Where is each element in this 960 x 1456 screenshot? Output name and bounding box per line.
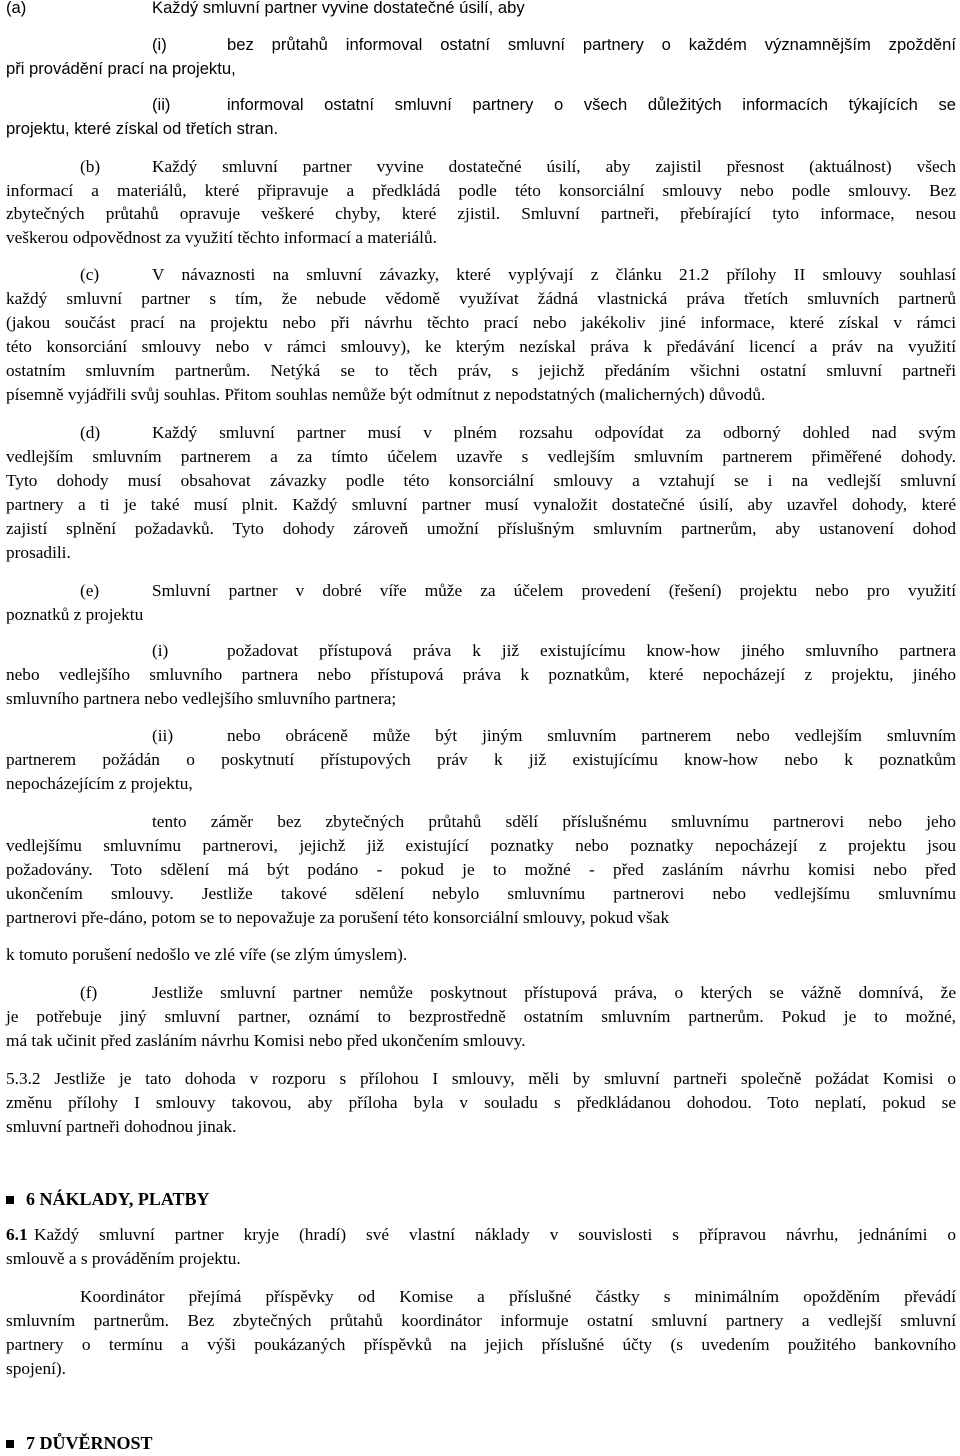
text-line: smluvního partnera nebo vedlejšího smluvního partnera; (6, 689, 397, 708)
text-line: ostatním smluvním partnerům. Netýká se to těch práv, s jejichž předáním všichni ostatní smluvní partneři (6, 361, 956, 380)
section-number: 6.1 (6, 1225, 28, 1244)
text-line: partnerovi pře-dáno, potom se to nepovažuje za porušení této konsorciální smlouvy, pokud však (6, 908, 670, 927)
text-line: změnu přílohy I smlouvy takovou, aby příloha byla v souladu s předkládanou dohodou. Toto neplatí, pokud se (6, 1093, 956, 1112)
text-line: písemně vyjádřili svůj souhlas. Přitom souhlas nemůže být odmítnut z nepodstatných (malicherných) důvodů. (6, 385, 766, 404)
text-line: vedlejšímu smluvnímu partnerovi, jejichž již existující poznatky nebo poznatky nepocházejí z projektu jsou (6, 836, 956, 855)
text-line: smluvní partneři dohodnou jinak. (6, 1117, 237, 1136)
text-line: požadovány. Toto sdělení má být podáno - pokud je to možné - před zasláním návrhu komisi nebo před (6, 860, 956, 879)
text-line: projektu, které získal od třetích stran. (6, 119, 279, 138)
text-line: (jakou součást prací na projektu nebo při návrhu těchto prací nebo jakékoliv jiné informace, které získal v rámci (6, 313, 956, 332)
text-line: prosadili. (6, 543, 71, 562)
document-page: (a) Každý smluvní partner vyvine dostatečné úsilí, aby (i) bez průtahů informoval ostatní smluvní partnery o každém významnějším zpoždění při provádění prací na projektu, (ii) informoval ostatní smluvní partnery o všech důležitých informacích týkajících se projektu, které získal od třetích stran. (b) Každý smluvní partner vyvine dostatečné úsilí, aby zajistil přesnost (aktuálnost) všech informací a materiálů, které připravuje a předkládá podle této konsorciální smlouvy nebo podle smlouvy. Bez zbytečných průtahů opravuje veškeré chyby, které zjistil. Smluvní partneři, přebírající tyto informace, nesou veškerou odpovědnost za využití těchto informací a materiálů. (c) V návaznosti na smluvní závazky, které vyplývají z článku 21.2 přílohy II smlouvy souhlasí každý smluvní partner s tím, že nebude vědomě využívat žádná vlastnická práva třetích smluvních partnerů (jakou součást prací na projektu nebo při návrhu těchto prací nebo jakékoliv jiné informace, které získal v rámci této konsorciání smlouvy nebo v rámci smlouvy), ke kterým nezískal práva k předávání licencí a práv na využití ostatním smluvním partnerům. Netýká se to těch práv, s jejichž předáním všichni ostatní smluvní partneři písemně vyjádřili svůj souhlas. Přitom souhlas nemůže být odmítnut z nepodstatných (malicherných) důvodů. (d) Každý smluvní partner musí v plném rozsahu odpovídat za odborný dohled nad svým vedlejším smluvním partnerem a za tímto účelem uzavře s vedlejším smluvním partnerem přiměřené dohody. Tyto dohody musí obsahovat závazky podle této konsorciální smlouvy a vztahují se i na vedlejší smluvní partnery a ti je také musí plnit. Každý smluvní partner musí vynaložit dostatečné úsilí, aby uzavřel dohody, které zajistí splnění požadavků. Tyto dohody zároveň umožní příslušným smluvním partnerům, aby ustanovení dohod prosadili. (e) Smluvní partner v dobré víře může za účelem provedení (řešení) projektu nebo pro využití poznatků z projektu (i) požadovat přístupová práva k již existujícímu know-how jiného smluvního partnera nebo vedlejšího smluvního partnera nebo přístupová práva k poznatkům, které nepocházejí z projektu, jiného smluvního partnera nebo vedlejšího smluvního partnera; (ii) nebo obráceně může být jiným smluvním partnerem nebo vedlejším smluvním partnerem požádán o poskytnutí přístupových práv k již existujícímu know-how nebo k poznatkům nepocházejícím z projektu, tento záměr bez zbytečných průtahů sdělí příslušnému smluvnímu partnerovi nebo jeho vedlejšímu smluvnímu partnerovi, jejichž již existující poznatky nebo poznatky nepocházejí z projektu jsou požadovány. Toto sdělení má být podáno - pokud je to možné - před zasláním návrhu komisi nebo před ukončením smlouvy. Jestliže takové sdělení nebylo smluvnímu partnerovi nebo vedlejšímu smluvnímu partnerovi pře-dáno, potom se to nepovažuje za porušení této konsorciální smlouvy, pokud však k tomuto porušení nedošlo ve zlé víře (se zlým úmyslem). (f) Jestliže smluvní partner nemůže poskytnout přístupová práva, o kterých se vážně domnívá, že je potřebuje jiný smluvní partner, oznámí to bezprostředně ostatním smluvním partnerům. Pokud je to možné, má tak učinit před zasláním návrhu Komisi nebo před ukončením smlouvy. 5.3.2 Jestliže je tato dohoda v rozporu s přílohou I smlouvy, měli by smluvní partneři společně požádat Komisi o změnu přílohy I smlouvy takovou, aby příloha byla v souladu s předkládanou dohodou. Toto neplatí, pokud se smluvní partneři dohodnou jinak. 6 NÁKLADY, PLATBY 6.1 Každý smluvní partner kryje (hradí) své vlastní náklady v souvislosti s přípravou návrhu, jednáními o smlouvě a s prováděním projektu. Koordinátor přejímá příspěvky od Komise a příslušné částky s minimálním opožděním převádí smluvním partnerům. Bez zbytečných průtahů koordinátor informuje ostatní smluvní partnery a vedlejší smluvní partnery o termínu a výši poukázaných příspěvků na jejich příslušné účty (s uvedením použitého bankovního spojení). 7 DŮVĚRNOST (0, 0, 960, 1456)
text-line: smlouvě a s prováděním projektu. (6, 1249, 241, 1268)
text-line: k tomuto porušení nedošlo ve zlé víře (se zlým úmyslem). (6, 945, 408, 964)
text-line: nebo vedlejšího smluvního partnera nebo přístupová práva k poznatkům, které nepocházejí z projektu, jiného (6, 665, 956, 684)
text-line: je potřebuje jiný smluvní partner, oznámí to bezprostředně ostatním smluvním partnerům. Pokud je to možné, (6, 1007, 956, 1026)
text-line: informací a materiálů, které připravuje a předkládá podle této konsorciální smlouvy nebo podle smlouvy. Bez (6, 181, 956, 200)
text-line: nepocházejícím z projektu, (6, 774, 193, 793)
section-heading-6: 6 NÁKLADY, PLATBY (6, 1188, 960, 1210)
text-line: vedlejším smluvním partnerem a za tímto účelem uzavře s vedlejším smluvním partnerem přiměřené dohody. (6, 447, 956, 466)
text-line: zajistí splnění požadavků. Tyto dohody zároveň umožní příslušným smluvním partnerům, aby ustanovení dohod (6, 519, 956, 538)
bullet-icon (6, 1440, 14, 1448)
text-line: zbytečných průtahů opravuje veškeré chyby, které zjistil. Smluvní partneři, přebírající tyto informace, nesou (6, 204, 956, 223)
text-line: Tyto dohody musí obsahovat závazky podle této konsorciální smlouvy a vztahují se i na vedlejší smluvní (6, 471, 956, 490)
text-line: každý smluvní partner s tím, že nebude vědomě využívat žádná vlastnická práva třetích smluvních partnerů (6, 289, 956, 308)
text-line: partnery a ti je také musí plnit. Každý smluvní partner musí vynaložit dostatečné úsilí, aby uzavřel dohody, které (6, 495, 956, 514)
section-heading-7: 7 DŮVĚRNOST (6, 1432, 960, 1454)
text-line: při provádění prací na projektu, (6, 59, 236, 78)
text-line: veškerou odpovědnost za využití těchto informací a materiálů. (6, 228, 437, 247)
text-line: této konsorciání smlouvy nebo v rámci smlouvy), ke kterým nezískal práva k předávání licencí a práv na využití (6, 337, 956, 356)
text-line: má tak učinit před zasláním návrhu Komisi nebo před ukončením smlouvy. (6, 1031, 526, 1050)
item-label-a: (a) (6, 0, 27, 17)
text-line: partnerem požádán o poskytnutí přístupových práv k již existujícímu know-how nebo k poznatkům (6, 750, 956, 769)
text-line: tento záměr bez zbytečných průtahů sdělí příslušnému smluvnímu partnerovi nebo jeho (152, 812, 956, 831)
text-line: 5.3.2 Jestliže je tato dohoda v rozporu s přílohou I smlouvy, měli by smluvní partneři společně požádat Komisi o (6, 1069, 956, 1088)
bullet-icon (6, 1196, 14, 1204)
text-line: ukončením smlouvy. Jestliže takové sdělení nebylo smluvnímu partnerovi nebo vedlejšímu smluvnímu (6, 884, 956, 903)
text-line: Koordinátor přejímá příspěvky od Komise a příslušné částky s minimálním opožděním převádí (80, 1287, 956, 1306)
text-line: partnery o termínu a výši poukázaných příspěvků na jejich příslušné účty (s uvedením použitého bankovního (6, 1335, 956, 1354)
text-line: poznatků z projektu (6, 605, 144, 624)
item-text-a: Každý smluvní partner vyvine dostatečné úsilí, aby (152, 0, 525, 17)
text-line: spojení). (6, 1359, 66, 1378)
text-line: smluvním partnerům. Bez zbytečných průtahů koordinátor informuje ostatní smluvní partnery a vedlejší smluvní (6, 1311, 956, 1330)
